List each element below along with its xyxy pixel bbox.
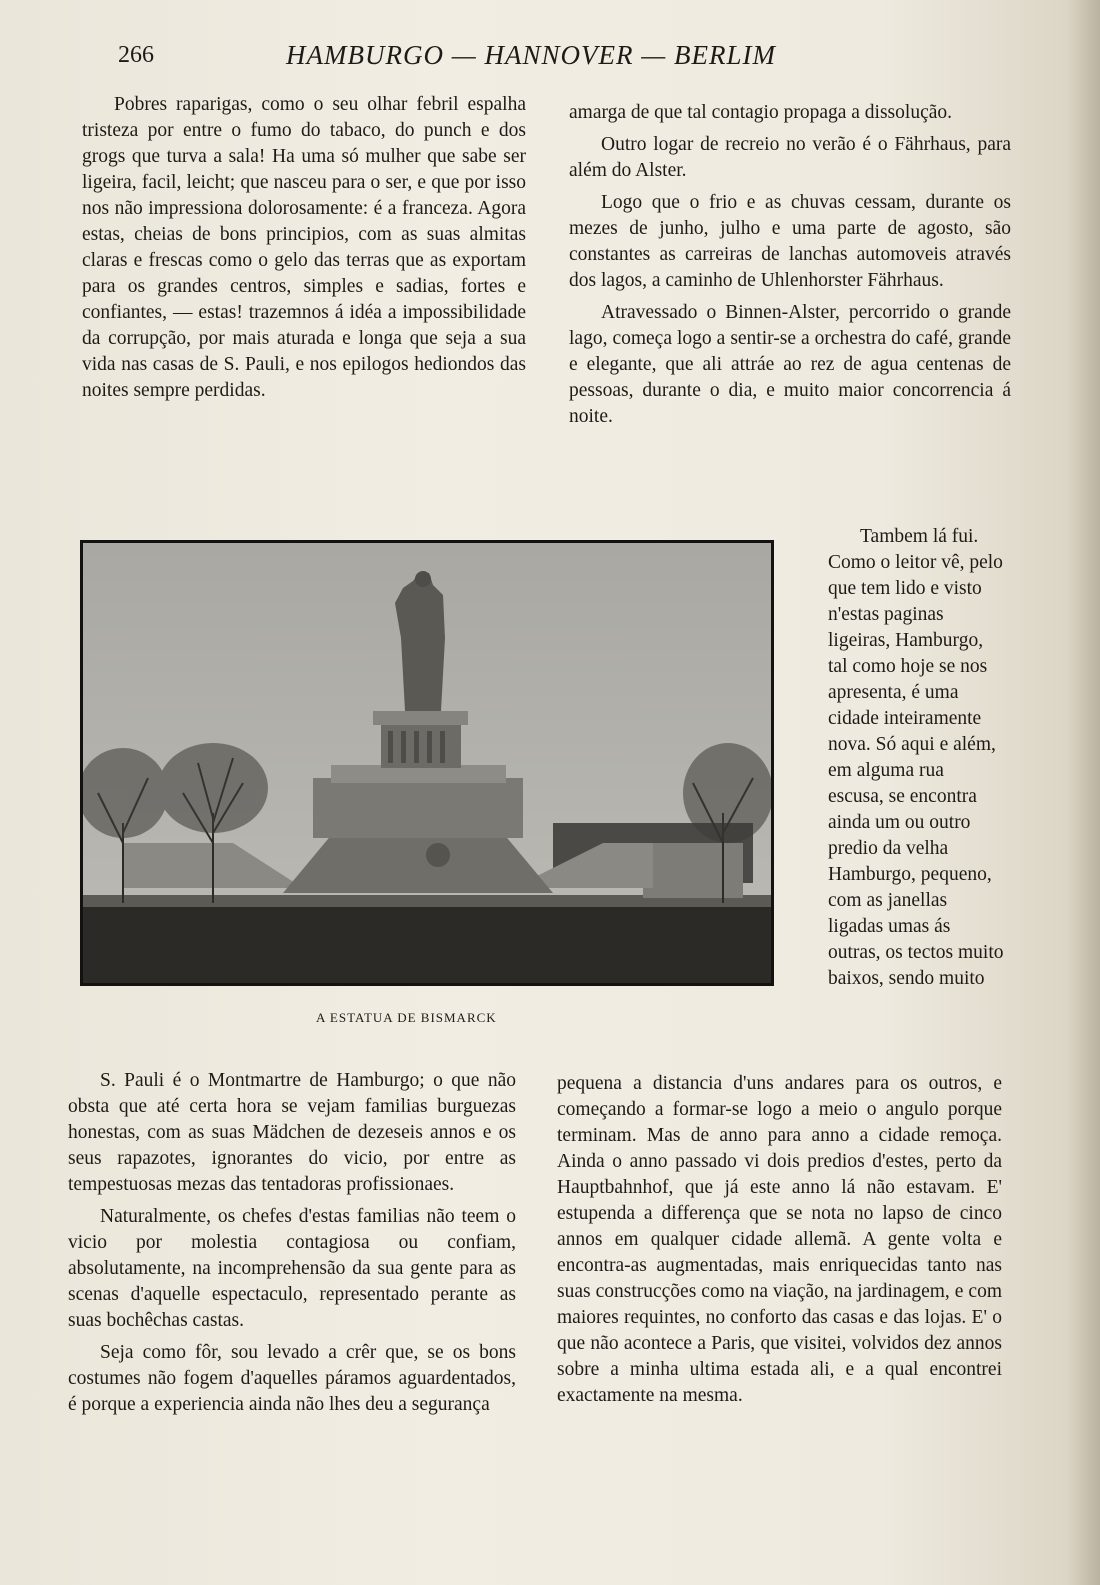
paragraph: S. Pauli é o Montmartre de Hamburgo; o que não obsta que até certa hora se vejam familias burguezas honestas, com as suas Mädchen de dezeseis annos e os seus rapazotes, ignorantes do vicio, por entre as tempestuosas mezas das tentadoras profissionaes. xyxy=(68,1070,516,1195)
right-column-narrow xyxy=(828,524,1004,992)
paragraph: Logo que o frio e as chuvas cessam, durante os mezes de junho, julho e uma parte de agosto, são constantes as carreiras de lanchas automoveis através dos lagos, a caminho de Uhlenhorster Fährhaus. xyxy=(569,192,1011,291)
paragraph-first-line: Tambem lá fui. xyxy=(860,526,979,547)
right-column-bottom xyxy=(557,1071,1002,1409)
running-title: HAMBURGO — HANNOVER — BERLIM xyxy=(286,40,776,70)
paragraph: Seja como fôr, sou levado a crêr que, se os bons costumes não fogem d'aquelles páramos aguardentados, é porque a experiencia ainda não lhes deu a segurança xyxy=(68,1342,516,1415)
paragraph: Atravessado o Binnen-Alster, percorrido o grande lago, começa logo a sentir-se a orchestra do café, grande e elegante, que ali attráe ao rez de agua centenas de pessoas, durante o dia, e muito maior concorrencia á noite. xyxy=(569,302,1011,427)
bismarck-statue-photo xyxy=(80,540,774,986)
right-column-top xyxy=(569,100,1011,430)
paragraph: Pobres raparigas, como o seu olhar febril espalha tristeza por entre o fumo do tabaco, do punch e dos grogs que turva a sala! Ha uma só mulher que sabe ser ligeira, facil, leicht; que nasceu para o ser, e que por isso nos não impressiona dolorosamente: é a franceza. Agora estas, cheias de bons principios, com as suas almitas claras e frescas como o gelo das terras que as exportam para os grandes centros, simples e sadias, fortes e confiantes, — estas! trazemnos á idéa a impossibilidade da corrupção, por mais aturada e longa que seja a sua vida nas casas de S. Pauli, e nos epilogos hediondos das noites sempre perdidas. xyxy=(82,94,526,401)
paragraph: amarga de que tal contagio propaga a dissolução. xyxy=(569,102,953,123)
paragraph: pequena a distancia d'uns andares para os outros, e começando a formar-se logo a meio o angulo porque terminam. Mas de anno para anno a cidade remoça. Ainda o anno passado vi dois predios d'estes, perto da Hauptbahnhof, que já este anno lá não estavam. E' estupenda a differença que se nota no lapso de cinco annos em qualquer cidade allemã. A gente volta e encontra-as augmentadas, mais enriquecidas tanto nas suas construcções como na viação, na jardinagem, e com maiores requintes, no conforto das casas e das lojas. E' o que não acontece a Paris, que visitei, volvidos dez annos sobre a minha ultima estada ali, e a qual encontrei exactamente na mesma. xyxy=(557,1073,1002,1406)
paragraph: Outro logar de recreio no verão é o Fährhaus, para além do Alster. xyxy=(569,134,1011,181)
figure-caption: A ESTATUA DE BISMARCK xyxy=(316,1010,497,1025)
left-column-top xyxy=(82,92,526,404)
paragraph: Como o leitor vê, pelo que tem lido e visto n'estas paginas ligeiras, Hamburgo, tal como hoje se nos apresenta, é uma cidade inteiramente nova. Só aqui e além, em alguma rua escusa, se encontra ainda um ou outro predio da velha Hamburgo, pequeno, com as janellas ligadas umas ás outras, os tectos muito baixos, sendo muito xyxy=(828,552,1004,989)
page-header xyxy=(110,38,830,88)
page-number: 266 xyxy=(118,42,154,68)
left-column-bottom xyxy=(68,1068,516,1418)
paragraph: Naturalmente, os chefes d'estas familias não teem o vicio por molestia contagiosa ou confiam, absolutamente, na incomprehensão da sua gente para as scenas d'aquelle espectaculo, representado perante as suas bochêchas castas. xyxy=(68,1206,516,1331)
